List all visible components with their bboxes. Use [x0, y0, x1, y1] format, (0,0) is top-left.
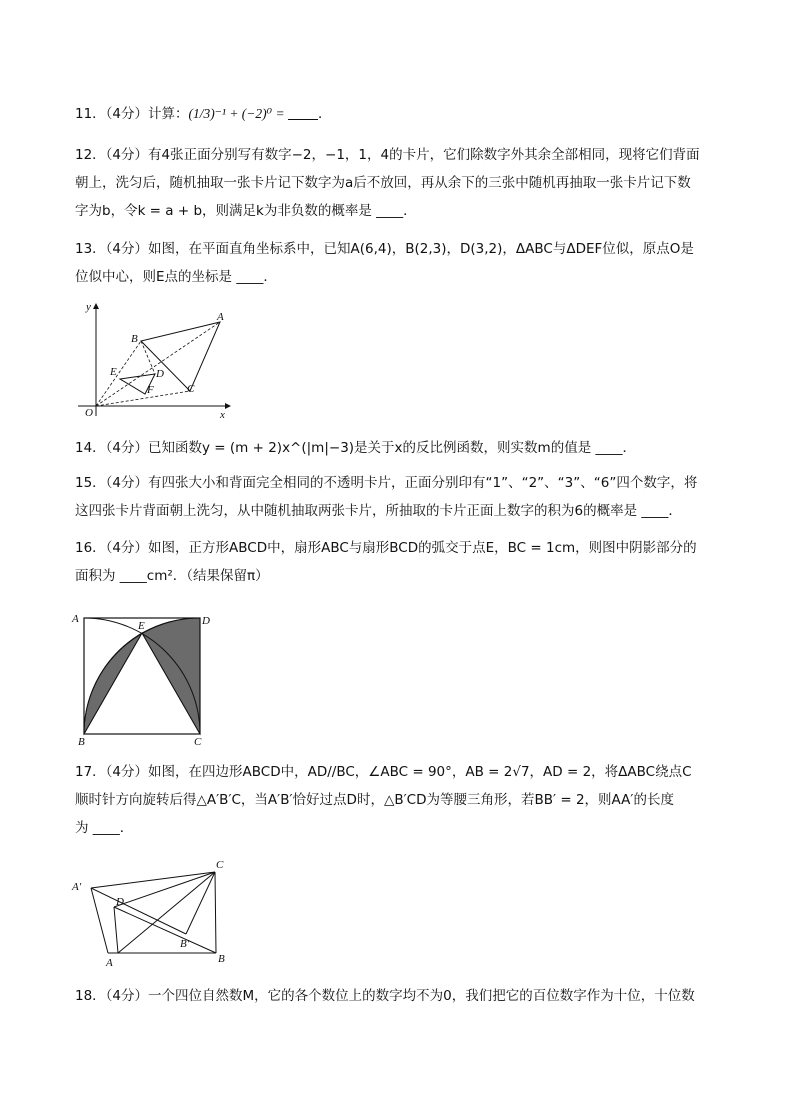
question-12: 12．（4分）有4张正面分别写有数字−2，−1，1，4的卡片，它们除数字外其余全部相同，现将它们背面 朝上，洗匀后，随机抽取一张卡片记下数字为a后不放回，再从余下的三张中随机再抽取一张卡片记下数 字为b，令k = a + b，则满足k为非负数的概率是 ____．	[75, 147, 700, 219]
shaded-region-right	[142, 618, 200, 734]
label-d: D	[156, 368, 164, 380]
label-a: A	[72, 613, 79, 625]
question-17: 17．（4分）如图，在四边形ABCD中，AD//BC，∠ABC = 90°，AB = 2√7，AD = 2，将ΔABC绕点C 顺时针方向旋转后得△A′B′C，当A′B′恰好过点D时，△B′CD为等腰三角形，若BB′ = 2，则AA′的长度 为 ____．	[75, 764, 692, 836]
label-b: B	[218, 953, 225, 965]
label-a: A	[106, 957, 113, 969]
figure-13-coordinate-plane	[70, 298, 240, 420]
label-y: y	[86, 301, 91, 313]
label-d: D	[116, 896, 124, 908]
label-a: A	[217, 311, 224, 323]
label-e: E	[110, 366, 117, 378]
label-c: C	[216, 859, 224, 871]
label-e: E	[138, 620, 145, 632]
label-c: C	[194, 736, 202, 748]
label-b-prime: B′	[180, 938, 190, 950]
question-16: 16．（4分）如图，正方形ABCD中，扇形ABC与扇形BCD的弧交于点E，BC = 1cm，则图中阴影部分的 面积为 ____cm²．（结果保留π）	[75, 540, 697, 584]
label-b: B	[78, 736, 85, 748]
label-f: F	[147, 384, 154, 396]
figure-16-square	[70, 610, 220, 748]
label-o: O	[85, 407, 93, 419]
question-11: 11．（4分）计算：(1/3)⁻¹ + (−2)⁰ = ．	[75, 106, 332, 122]
question-14: 14．（4分）已知函数y = (m + 2)x^(|m|−3)是关于x的反比例函数，则实数m的值是 ____．	[75, 440, 636, 456]
label-b: B	[131, 333, 138, 345]
figure-17-quadrilateral	[68, 854, 238, 969]
question-15: 15．（4分）有四张大小和背面完全相同的不透明卡片，正面分别印有“1”、“2”、“3”、“6”四个数字，将 这四张卡片背面朝上洗匀，从中随机抽取两张卡片，所抽取的卡片正面上数字的积为6的概率是 ____．	[75, 475, 698, 519]
triangle-abc	[141, 322, 220, 391]
label-d: D	[202, 615, 210, 627]
question-13: 13．（4分）如图，在平面直角坐标系中，已知A(6,4)，B(2,3)，D(3,2)，ΔABC与ΔDEF位似，原点O是 位似中心，则E点的坐标是 ____．	[75, 241, 694, 285]
label-x: x	[220, 409, 225, 420]
question-18: 18．（4分）一个四位自然数M，它的各个数位上的数字均不为0，我们把它的百位数字作为十位，十位数	[75, 988, 695, 1004]
answer-blank	[288, 105, 318, 120]
label-c: C	[187, 383, 195, 395]
label-a-prime: A′	[72, 881, 82, 893]
